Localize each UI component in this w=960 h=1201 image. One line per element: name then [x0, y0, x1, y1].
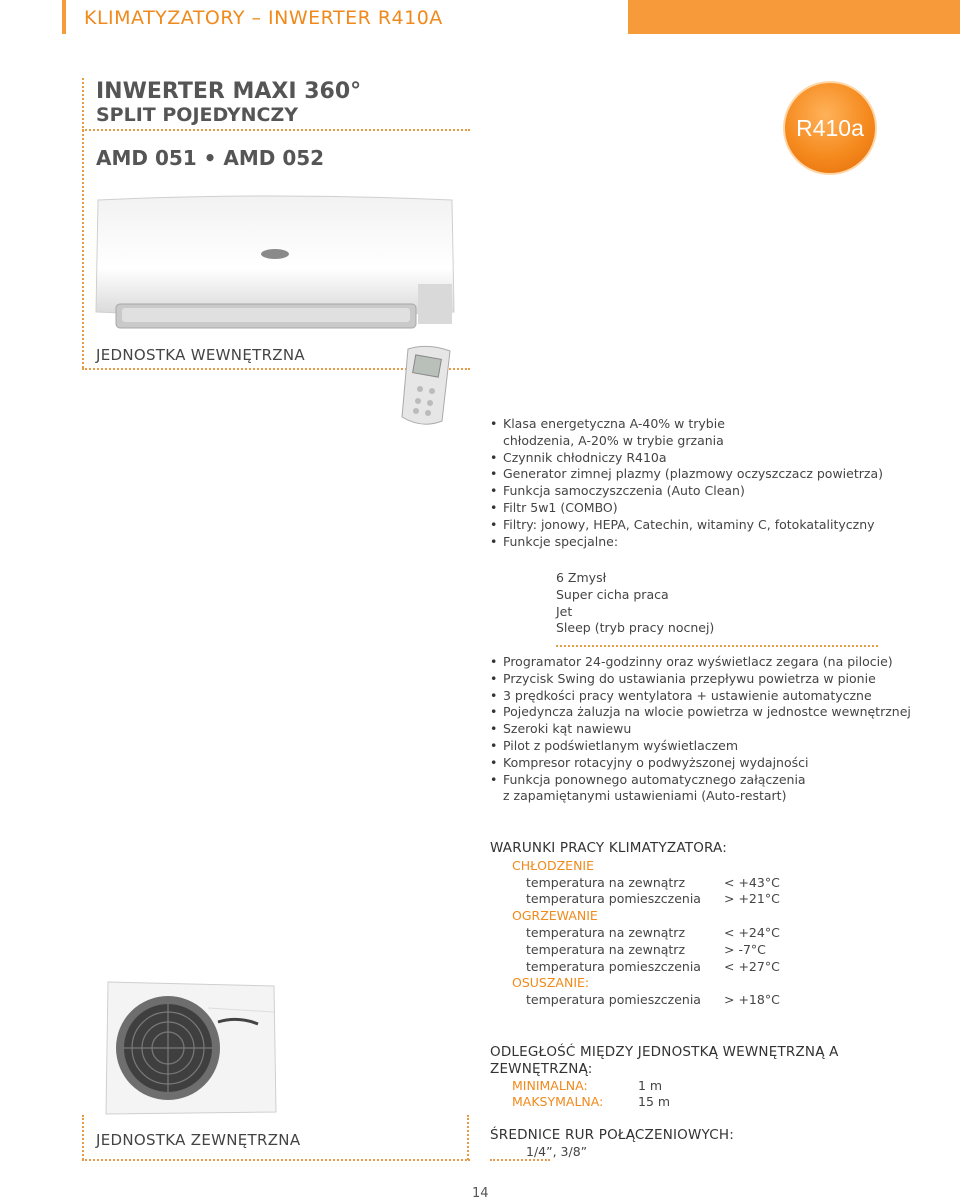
condition-row: [490, 875, 890, 892]
condition-label: temperatura na zewnątrz: [526, 941, 686, 957]
feature-list-2: [490, 654, 911, 805]
feature-item: • Przycisk Swing do ustawiania przepływu powietrza w pionie: [490, 671, 911, 688]
condition-row: [490, 891, 890, 908]
distance-section: [490, 1044, 910, 1111]
condition-label: temperatura pomieszczenia: [526, 992, 701, 1008]
product-title: INWERTER MAXI 360°: [96, 79, 362, 104]
condition-label: temperatura na zewnątrz: [526, 924, 686, 940]
condition-value: > -7°C: [724, 941, 766, 957]
remote-control-image: [398, 345, 456, 427]
drying-rows: [490, 992, 890, 1009]
pipes-value: 1/4”, 3/8”: [526, 1143, 588, 1159]
header-bar-left-fill: [62, 0, 66, 34]
product-subtitle: SPLIT POJEDYNCZY: [96, 104, 299, 126]
heating-rows: [490, 925, 890, 975]
condition-value: < +27°C: [724, 958, 780, 974]
feature-item: • Szeroki kąt nawiewu: [490, 721, 911, 738]
distance-min-row: [490, 1078, 910, 1095]
distance-heading: ODLEGŁOŚĆ MIĘDZY JEDNOSTKĄ WEWNĘTRZNĄ A ZEWNĘTRZNĄ:: [490, 1044, 839, 1077]
feature-item: • Programator 24-godzinny oraz wyświetlacz zegara (na pilocie): [490, 654, 911, 671]
special-function-item: Sleep (tryb pracy nocnej): [556, 620, 715, 636]
condition-row: [490, 942, 890, 959]
special-functions-list: [556, 570, 714, 637]
condition-value: > +21°C: [724, 891, 780, 907]
special-function-item: Super cicha praca: [556, 586, 669, 602]
indoor-unit-label: JEDNOSTKA WEWNĘTRZNA: [96, 346, 305, 364]
conditions-heading: WARUNKI PRACY KLIMATYZATORA:: [490, 840, 727, 856]
divider-title: [82, 129, 470, 131]
distance-max-row: [490, 1094, 910, 1111]
pipes-heading: ŚREDNICE RUR POŁĄCZENIOWYCH:: [490, 1127, 734, 1143]
condition-label: temperatura pomieszczenia: [526, 891, 701, 907]
condition-row: [490, 992, 890, 1009]
special-function-item: Jet: [556, 603, 573, 619]
condition-label: temperatura na zewnątrz: [526, 874, 686, 890]
cooling-rows: [490, 875, 890, 909]
feature-item: • Funkcja samoczyszczenia (Auto Clean): [490, 483, 883, 500]
outdoor-unit-label: JEDNOSTKA ZEWNĘTRZNA: [96, 1131, 301, 1149]
page-number: 14: [472, 1186, 489, 1201]
condition-row: [490, 959, 890, 976]
divider-special: [556, 645, 878, 647]
feature-item: • Pilot z podświetlanym wyświetlaczem: [490, 738, 911, 755]
condition-value: < +43°C: [724, 874, 780, 890]
header-bar-right: [628, 0, 960, 34]
feature-item: • Filtr 5w1 (COMBO): [490, 500, 883, 517]
refrigerant-badge-label: R410a: [796, 114, 864, 141]
operating-conditions: [490, 840, 890, 1009]
indoor-unit-image: [94, 194, 456, 340]
feature-item: • Kompresor rotacyjny o podwyższonej wydajności: [490, 755, 911, 772]
header-title: KLIMATYZATORY – INWERTER R410A: [84, 7, 443, 29]
condition-value: < +24°C: [724, 924, 780, 940]
condition-value: > +18°C: [724, 992, 780, 1008]
pipes-section: [490, 1127, 890, 1161]
divider-left-vertical: [82, 78, 84, 368]
divider-outdoor-label: [82, 1159, 470, 1161]
distance-min-label: MINIMALNA:: [512, 1077, 588, 1093]
condition-row: [490, 925, 890, 942]
feature-item: • Czynnik chłodniczy R410a: [490, 450, 883, 467]
divider-mid-vertical: [467, 1115, 469, 1160]
condition-label: temperatura pomieszczenia: [526, 958, 701, 974]
distance-min-value: 1 m: [638, 1077, 663, 1093]
feature-item: • Pojedyncza żaluzja na wlocie powietrza w jednostce wewnętrznej: [490, 704, 911, 721]
feature-item: • Funkcja ponownego automatycznego załączenia z zapamiętanymi ustawieniami (Auto-restart): [490, 772, 911, 806]
outdoor-unit-image: [98, 978, 284, 1118]
drying-label: OSUSZANIE:: [512, 975, 590, 991]
feature-item: • Generator zimnej plazmy (plazmowy oczyszczacz powietrza): [490, 466, 883, 483]
special-function-item: 6 Zmysł: [556, 570, 607, 585]
cooling-label: CHŁODZENIE: [512, 857, 595, 873]
feature-item: • 3 prędkości pracy wentylatora + ustawienie automatyczne: [490, 688, 911, 705]
product-models: AMD 051 • AMD 052: [96, 146, 325, 170]
heating-label: OGRZEWANIE: [512, 908, 598, 924]
distance-max-label: MAKSYMALNA:: [512, 1094, 604, 1110]
feature-item: • Klasa energetyczna A-40% w trybie chłodzenia, A-20% w trybie grzania: [490, 416, 883, 450]
distance-max-value: 15 m: [638, 1094, 671, 1110]
feature-list: [490, 416, 883, 550]
divider-left-vertical-bottom: [82, 1115, 84, 1160]
refrigerant-badge: [783, 81, 877, 175]
feature-item: • Filtry: jonowy, HEPA, Catechin, witaminy C, fotokatalityczny: [490, 517, 883, 534]
feature-item: • Funkcje specjalne:: [490, 534, 883, 551]
